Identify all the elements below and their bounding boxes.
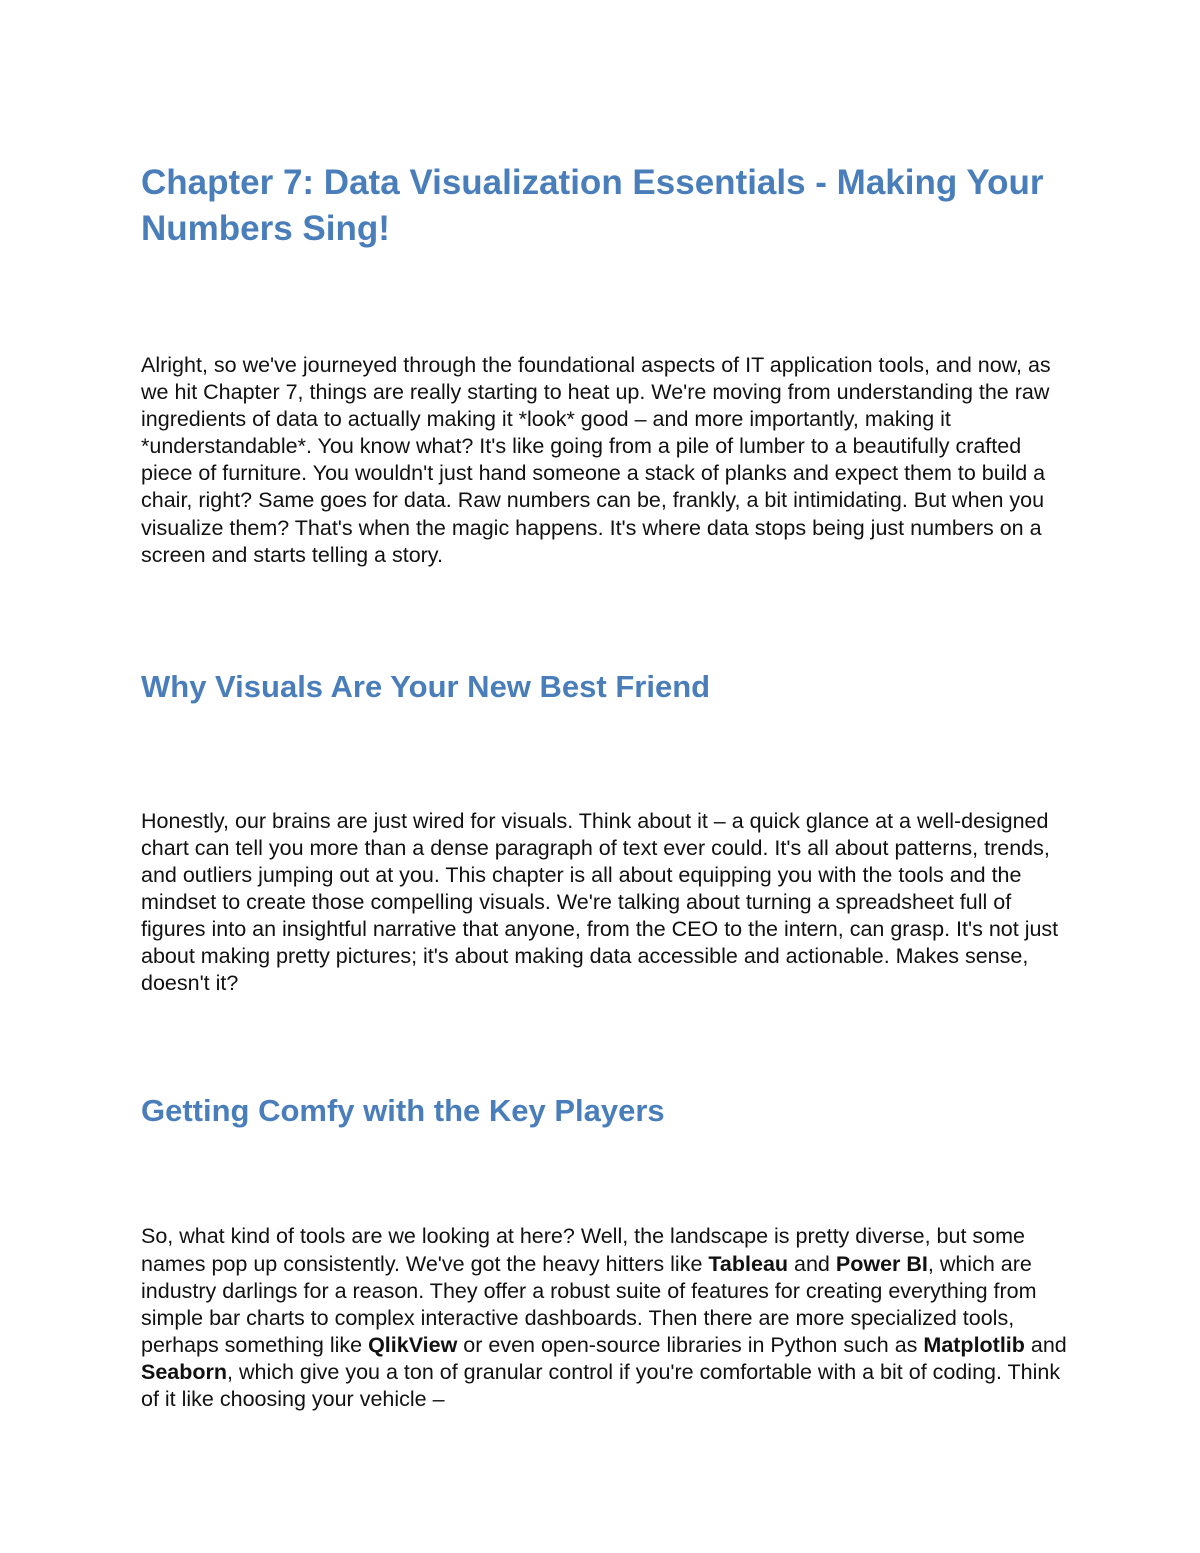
- spacer: [141, 997, 1071, 1091]
- text-run: and: [1024, 1332, 1067, 1357]
- why-visuals-paragraph: Honestly, our brains are just wired for visuals. Think about it – a quick glance at a well-designed chart can tell you more than a dense paragraph of text ever could. It's all about patterns, trends, and outliers jumping out at you. This chapter is all about equipping you with the tools and the mindset to create those compelling visuals. We're talking about turning a spreadsheet full of figures into an insightful narrative that anyone, from the CEO to the intern, can grasp. It's not just about making pretty pictures; it's about making data accessible and actionable. Makes sense, doesn't it?: [141, 808, 1059, 996]
- section-heading-key-players: Getting Comfy with the Key Players: [141, 1093, 665, 1129]
- tool-name-seaborn: Seaborn: [141, 1359, 228, 1384]
- tool-name-qlikview: QlikView: [368, 1332, 458, 1357]
- chapter-title: Chapter 7: Data Visualization Essentials - Making Your Numbers Sing!: [141, 163, 1044, 248]
- text-run: , which are industry darlings for a reason. They offer a robust suite of features for creating everything from simple bar charts to complex interactive dashboards. Then there are more specialized tools, perhaps something like: [141, 1251, 1037, 1357]
- intro-paragraph: Alright, so we've journeyed through the foundational aspects of IT application tools, and now, as we hit Chapter 7, things are really starting to heat up. We're moving from understanding the raw ingredients of data to actually making it *look* good – and more importantly, making it *understandable*. You know what? It's like going from a pile of lumber to a beautifully crafted piece of furniture. You wouldn't just hand someone a stack of planks and expect them to build a chair, right? Same goes for data. Raw numbers can be, frankly, a bit intimidating. But when you visualize them? That's when the magic happens. It's where data stops being just numbers on a screen and starts telling a story.: [141, 353, 1051, 567]
- section-heading-why-visuals: Why Visuals Are Your New Best Friend: [141, 668, 711, 704]
- spacer: [141, 1131, 1071, 1223]
- text-run: So, what kind of tools are we looking at here? Well, the landscape is pretty diverse, but some names pop up consistently. We've got the heavy hitters like: [141, 1224, 1025, 1276]
- key-players-paragraph: [141, 1223, 1071, 1413]
- text-run: , which give you a ton of granular control if you're comfortable with a bit of coding. Think of it like choosing your vehicle –: [141, 1359, 1061, 1411]
- document-body: [141, 160, 1071, 1413]
- spacer: [141, 252, 1071, 352]
- spacer: [141, 707, 1071, 808]
- text-run: or even open-source libraries in Python such as: [457, 1332, 924, 1357]
- spacer: [141, 569, 1071, 667]
- tool-name-matplotlib: Matplotlib: [923, 1332, 1025, 1357]
- tool-name-power-bi: Power BI: [835, 1251, 928, 1276]
- tool-name-tableau: Tableau: [708, 1251, 789, 1276]
- text-run: and: [788, 1251, 836, 1276]
